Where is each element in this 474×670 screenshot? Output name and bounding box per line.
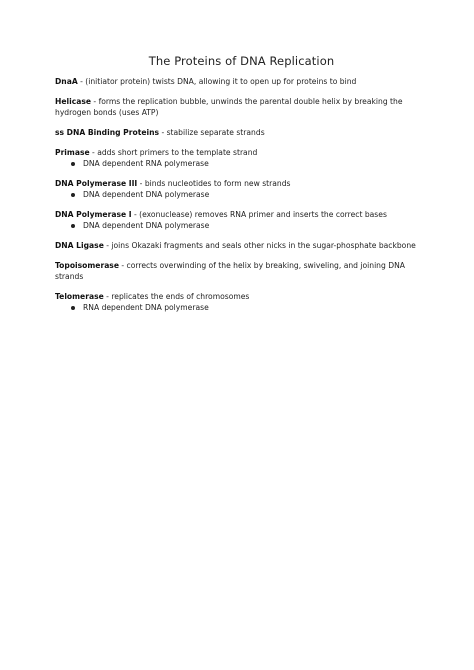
bullet-item [55, 302, 428, 313]
entry-description: - adds short primers to the template strand [89, 148, 258, 157]
entry-term: DNA Polymerase III [55, 179, 138, 188]
entry-term: ss DNA Binding Proteins [55, 128, 160, 137]
entry-dna-polymerase-iii [55, 178, 428, 200]
entry-telomerase [55, 291, 428, 313]
bullet-list [55, 158, 428, 169]
entry-description: - stabilize separate strands [159, 128, 265, 137]
bullet-dot-icon [71, 306, 75, 310]
bullet-item [55, 158, 428, 169]
entry-description: - corrects overwinding of the helix by breaking, swiveling, and joining DNA strands [55, 261, 405, 281]
entry-dna-ligase [55, 240, 428, 251]
entry-description: - (initiator protein) twists DNA, allowing it to open up for proteins to bind [77, 77, 357, 86]
bullet-dot-icon [71, 162, 75, 166]
bullet-text: DNA dependent DNA polymerase [83, 190, 210, 199]
entry-description: - replicates the ends of chromosomes [103, 292, 250, 301]
bullet-dot-icon [71, 224, 75, 228]
bullet-list [55, 220, 428, 231]
document-title: The Proteins of DNA Replication [148, 54, 335, 68]
bullet-list [55, 302, 428, 313]
entry-term: DNA Polymerase I [55, 210, 132, 219]
bullet-text: DNA dependent DNA polymerase [83, 221, 210, 230]
entry-description: - forms the replication bubble, unwinds the parental double helix by breaking the hydrogen bonds (uses ATP) [55, 97, 403, 117]
entry-term: Primase [55, 148, 90, 157]
bullet-list [55, 189, 428, 200]
entry-term: Helicase [55, 97, 92, 106]
entry-dnaa [55, 76, 428, 87]
entry-description: - joins Okazaki fragments and seals other nicks in the sugar-phosphate backbone [103, 241, 416, 250]
entry-term: Topoisomerase [55, 261, 119, 270]
entry-description: - (exonuclease) removes RNA primer and inserts the correct bases [131, 210, 387, 219]
entry-primase [55, 147, 428, 169]
entry-helicase [55, 96, 428, 118]
bullet-item [55, 220, 428, 231]
bullet-text: RNA dependent DNA polymerase [83, 303, 209, 312]
bullet-text: DNA dependent RNA polymerase [83, 159, 209, 168]
entry-dna-polymerase-i [55, 209, 428, 231]
entry-topoisomerase [55, 260, 428, 282]
bullet-dot-icon [71, 193, 75, 197]
entry-term: DnaA [55, 77, 78, 86]
entry-term: Telomerase [55, 292, 104, 301]
entry-ss-dna-binding-proteins [55, 127, 428, 138]
bullet-item [55, 189, 428, 200]
entry-description: - binds nucleotides to form new strands [137, 179, 291, 188]
entry-term: DNA Ligase [55, 241, 104, 250]
